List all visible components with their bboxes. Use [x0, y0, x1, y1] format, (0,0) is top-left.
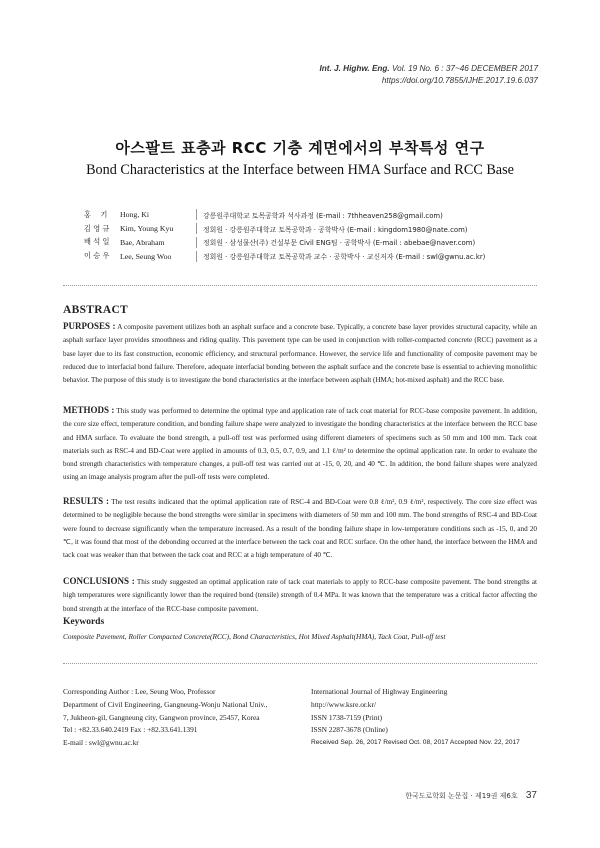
author-name-korean: 이 승 우 [84, 251, 110, 261]
doi-link[interactable]: https://doi.org/10.7855/IJHE.2017.19.6.037 [381, 76, 538, 85]
footer-journal-ko: 한국도로학회 논문집 · 제19권 제6호 [405, 792, 518, 800]
journal-info-block [311, 686, 551, 750]
volume-info: Vol. 19 No. 6 : 37~46 DECEMBER 2017 [391, 64, 538, 73]
divider-top [63, 285, 537, 286]
submission-dates: Received Sep. 26, 2017 Revised Oct. 08, 2017 Accepted Nov. 22, 2017 [311, 739, 520, 747]
author-name-english: Hong, Ki [120, 210, 150, 220]
author-name-english: Lee, Seung Woo [120, 251, 172, 261]
author-affiliation: 강릉원주대학교 토목공학과 석사과정 (E-mail : 7thheaven258@gmail.com) [203, 211, 443, 220]
author-affiliation: 정회원 · 삼성물산(주) 건설부문 Civil ENG팀 · 공학박사 (E-mail : abebae@naver.com) [203, 239, 476, 248]
results-text: The test results indicated that the optimal application rate of RSC-4 and BD-Coat were 0.8 ℓ/m², 0.9 ℓ/m², respectively. The core size effect was determined to be negligible because the bond strengths were similar in specimens with diameters of 50 mm and 100 mm. The bond strengths of RSC-4 and BD-Coat were found to decrease significantly when the temperature increased. As a result of the bonding failure shape in low-temperature conditions such as -15, 0, and 20 ℃, it was found that most of the debonding occurred at the interface between the tack coat and RCC surface. On the other hand, the interface between the HMA and tack coat was weaker than that between the tack coat and RCC at a high temperature of 40 ℃. [63, 498, 537, 560]
methods-text: This study was performed to determine the optimal type and application rate of tack coat material for RCC-base composite pavement. In addition, the core size effect, temperature condition, and bonding failure shape were analyzed to investigate the bonding characteristics at the interface between the RCC base and HMA surface. To evaluate the bond strength, a pull-off test was performed using different diameters of specimens such as 50 mm and 100 mm. Tack coat materials such as RSC-4 and BD-Coat were applied in amounts of 0.3, 0.5, 0.7, 0.9, and 1.1 ℓ/m² to determine the optimal application rate. In order to evaluate the bond strength characteristics with temperature changes, a pull-off test was carried out at -15, 0, 20, and 40 ℃. In addition, the bond failure shapes were analyzed using an image analysis program after the pull-off tests were completed. [63, 407, 537, 482]
author-name-korean: 김 영 규 [84, 223, 110, 233]
title-korean: 아스팔트 표층과 RCC 기층 계면에서의 부착특성 연구 [115, 139, 485, 157]
author-affiliation: 정회원 · 강릉원주대학교 토목공학과 · 공학박사 (E-mail : kingdom1980@nate.com) [203, 225, 468, 234]
abstract-heading: ABSTRACT [63, 304, 129, 316]
journal-abbrev: Int. J. Highw. Eng. [319, 64, 390, 73]
issn-print: ISSN 1738-7159 (Print) [311, 712, 383, 722]
purposes-text: A composite pavement utilizes both an asphalt surface and a concrete base. Typically, a concrete base layer provides structural capacity, while an asphalt surface layer provides smoothness and riding quality. This pavement type can be used in conjunction with roller-compacted concrete (RCC) pavement as a base layer due to its fast construction, economic efficiency, and structural performance. However, the service life and functionality of composite pavement may be reduced due to interfacial bond failure. Therefore, adequate interfacial bonding between the asphalt surface and the concrete base is essential to achieving monolithic behavior. The purpose of this study is to investigate the bond characteristics at the interface between asphalt (HMA; hot-mixed asphalt) and the RCC base. [63, 323, 537, 385]
methods-paragraph [63, 404, 537, 485]
journal-name: International Journal of Highway Engineering [311, 687, 448, 696]
author-name-korean: 홍 기 [84, 209, 108, 219]
author-row [84, 222, 544, 236]
results-paragraph [63, 495, 537, 562]
conclusions-text: This study suggested an optimal application rate of tack coat materials to apply to RCC-base composite pavement. The bond strengths at high temperatures were significantly lower than the required bond (tensile) strength of 0.4 MPa. It was known that the temperature was a critical factor affecting the bond strength at the interface of the RCC-base composite pavement. [63, 578, 537, 613]
results-label: RESULTS : [63, 496, 110, 506]
author-address: 7, Jukheon-gil, Gangneung city, Gangwon province, 25457, Korea [63, 712, 260, 722]
conclusions-label: CONCLUSIONS : [63, 576, 135, 586]
keywords-heading: Keywords [63, 617, 105, 627]
author-name-korean: 배 석 일 [84, 237, 110, 247]
title-english: Bond Characteristics at the Interface between HMA Surface and RCC Base [86, 162, 514, 178]
author-divider [196, 251, 197, 262]
purposes-paragraph [63, 320, 537, 387]
author-divider [196, 209, 197, 220]
author-row [84, 236, 544, 250]
author-divider [196, 223, 197, 234]
author-divider [196, 237, 197, 248]
author-phone-fax: Tel : +82.33.640.2419 Fax : +82.33.641.1391 [63, 725, 198, 735]
author-email[interactable]: E-mail : swl@gwnu.ac.kr [63, 738, 139, 748]
page-footer [405, 790, 537, 801]
corresponding-author-block [63, 686, 293, 750]
methods-label: METHODS : [63, 405, 115, 415]
issn-online: ISSN 2287-3678 (Online) [311, 725, 388, 735]
author-department: Department of Civil Engineering, Gangneung-Wonju National Univ., [63, 699, 268, 709]
divider-bottom [63, 663, 537, 664]
author-name-english: Bae, Abraham [120, 237, 165, 247]
journal-url[interactable]: http://www.ksre.or.kr/ [311, 699, 377, 709]
author-affiliation: 정회원 · 강릉원주대학교 토목공학과 교수 · 공학박사 · 교신저자 (E-mail : swl@gwnu.ac.kr) [203, 253, 486, 262]
purposes-label: PURPOSES : [63, 321, 116, 331]
keywords-text: Composite Pavement, Roller Compacted Concrete(RCC), Bond Characteristics, Hot Mixed Asphalt(HMA), Tack Coat, Pull-off test [63, 632, 446, 641]
author-row [84, 208, 544, 222]
author-row [84, 249, 544, 263]
author-list [84, 208, 544, 263]
author-name-english: Kim, Young Kyu [120, 224, 174, 234]
journal-citation [320, 64, 539, 73]
page-number: 37 [525, 790, 537, 801]
conclusions-paragraph [63, 575, 537, 616]
corresponding-author: Corresponding Author : Lee, Seung Woo, Professor [63, 687, 216, 696]
